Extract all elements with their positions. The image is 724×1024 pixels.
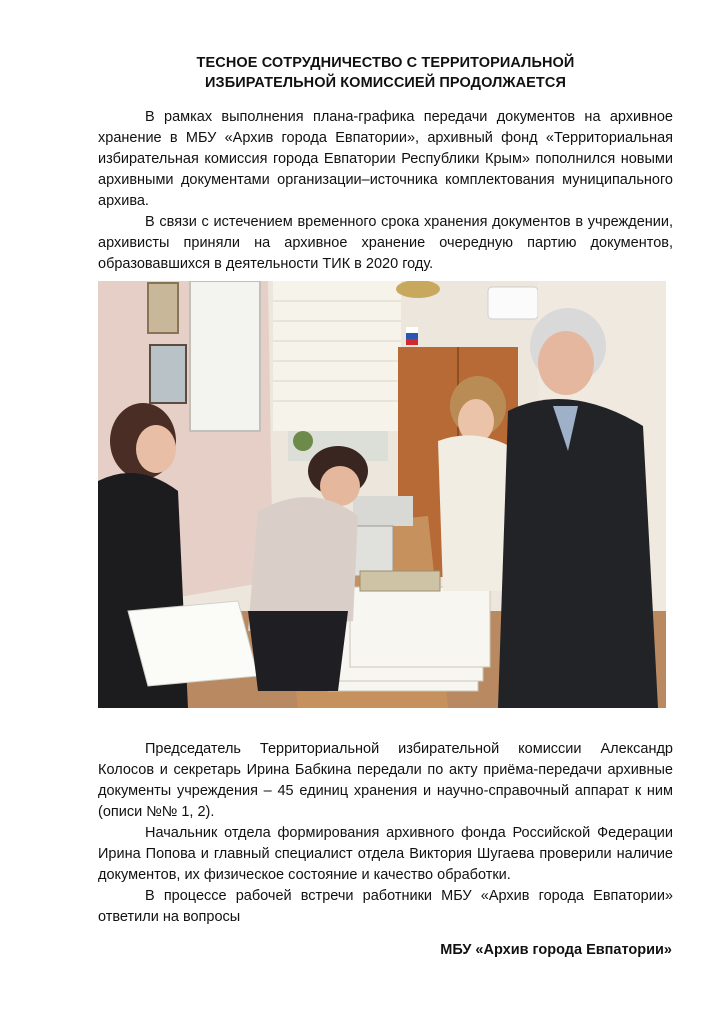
signature: МБУ «Архив города Евпатории» [440, 942, 672, 958]
title-line-2: ИЗБИРАТЕЛЬНОЙ КОМИССИЕЙ ПРОДОЛЖАЕТСЯ [205, 75, 566, 91]
page-title [98, 53, 673, 93]
intro-paragraph-1: В рамках выполнения плана-графика передачи документов на архивное хранение в МБУ «Архив города Евпатории», архивный фонд «Территориальная избирательная комиссия города Евпатории Республики Крым» пополнился новыми архивными документами организации–источника комплектования муниципального архива. [98, 109, 673, 209]
intro-text [98, 107, 673, 275]
body-paragraph-3: В процессе рабочей встречи работники МБУ «Архив города Евпатории» ответили на вопросы [98, 888, 673, 925]
photo-illustration [98, 281, 666, 708]
body-text [98, 739, 673, 928]
body-paragraph-1: Председатель Территориальной избирательной комиссии Александр Колосов и секретарь Ирина Бабкина передали по акту приёма-передачи архивные документы учреждения – 45 единиц хранения и научно-справочный аппарат к ним (описи №№ 1, 2). [98, 741, 673, 820]
intro-paragraph-2: В связи с истечением временного срока хранения документов в учреждении, архивисты приняли на архивное хранение очередную партию документов, образовавшихся в деятельности ТИК в 2020 году. [98, 214, 673, 272]
archive-meeting-photo [98, 281, 666, 708]
body-paragraph-2: Начальник отдела формирования архивного фонда Российской Федерации Ирина Попова и главный специалист отдела Виктория Шугаева проверили наличие документов, их физическое состояние и качество обработки. [98, 825, 673, 883]
title-line-1: ТЕСНОЕ СОТРУДНИЧЕСТВО С ТЕРРИТОРИАЛЬНОЙ [196, 55, 575, 71]
